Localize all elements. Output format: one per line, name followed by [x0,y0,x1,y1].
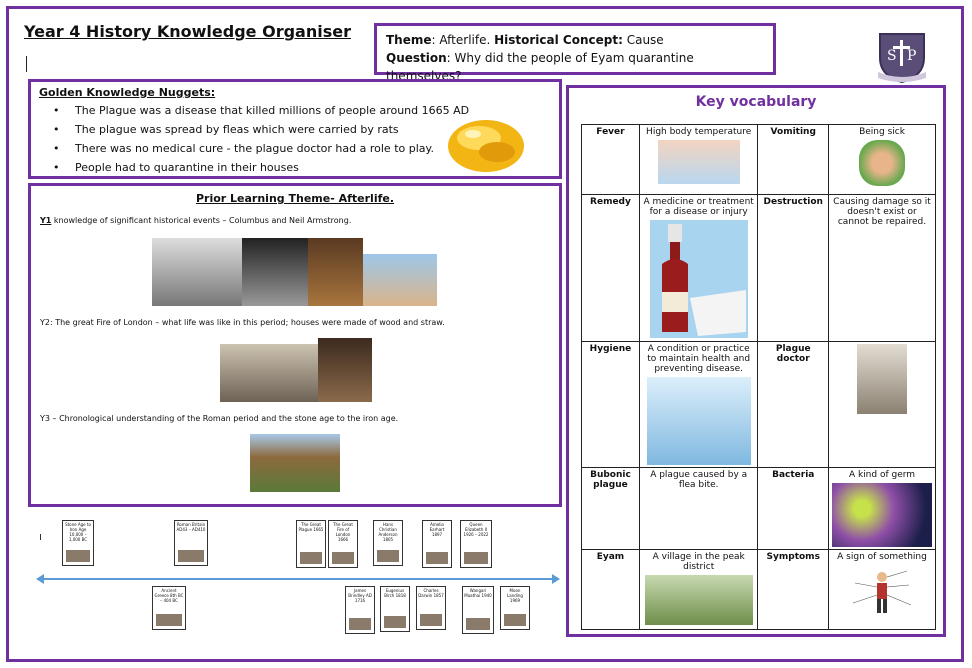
list-item: • There was no medical cure - the plague doctor had a role to play. [75,139,551,158]
term-cell: Eyam [582,550,640,630]
timeline-card-picture [300,552,322,564]
term-cell: Symptoms [758,550,829,630]
definition-cell [639,125,758,195]
timeline-card: Eugenius Birch 1818 [380,586,410,632]
timeline-card-picture [178,550,204,562]
timeline-card-picture [377,550,399,562]
timeline-card-picture [426,552,448,564]
table-row [582,468,936,550]
fever-image [658,140,740,184]
eyam-image [645,575,753,625]
definition-cell [829,550,936,630]
term-cell: Bacteria [758,468,829,550]
table-row [582,550,936,630]
term-cell: Remedy [582,195,640,342]
definition-text: A sign of something [837,552,927,562]
prior-heading: Prior Learning Theme- Afterlife. [195,192,395,205]
y1-text: knowledge of significant historical events – Columbus and Neil Armstrong. [51,216,352,225]
bacteria-image [832,483,932,547]
timeline-card: Hans Christian Anderson 1805 [373,520,403,566]
timeline-card: The Great Plague 1665 [296,520,326,568]
timeline-card: James Brindley AD 1716 [345,586,375,634]
table-row [582,125,936,195]
text-cursor [26,56,27,72]
vocab-heading: Key vocabulary [695,94,817,110]
timeline-card-picture [466,618,490,630]
question-label: Question [386,51,447,65]
prior-learning [28,183,562,507]
definition-cell [639,195,758,342]
timeline-card: Ancient Greece 8th BC – 404 BC [152,586,186,630]
term-cell: Destruction [758,195,829,342]
timeline-card-picture [66,550,90,562]
timeline-card-picture [156,614,182,626]
symptoms-diagram-image [847,565,917,615]
timeline-card: Charles Darwin 1857 [416,586,446,630]
timeline-tick [40,534,41,540]
term-cell: Plague doctor [758,342,829,468]
term-cell: Bubonic plague [582,468,640,550]
ship-image [152,238,242,306]
school-crest-logo [876,28,928,84]
y1-label: Y1 [40,216,52,225]
definition-cell: Causing damage so it doesn't exist or cannot be repaired. [829,195,936,342]
definition-text: A medicine or treatment for a disease or injury [643,197,754,217]
svg-text:S: S [887,48,897,64]
table-row [582,195,936,342]
definition-cell [639,342,758,468]
timeline-card-picture [332,552,354,564]
list-item: • The plague was spread by fleas which were carried by rats [75,120,551,139]
definition-text: High body temperature [646,127,752,137]
timeline-axis [40,578,552,580]
list-item: • People had to quarantine in their houses [75,158,551,177]
table-row [582,342,936,468]
svg-text:P: P [907,48,917,64]
prior-y2: Y2: The great Fire of London – what life was like in this period; houses were made of wood and straw. [40,318,445,327]
definition-text: A village in the peak district [652,552,745,572]
golden-knowledge-nuggets [28,79,562,179]
timeline-card-picture [504,614,526,626]
concept-label: Historical Concept: [494,33,623,47]
definition-cell [829,468,936,550]
timeline-card-picture [349,618,371,630]
great-fire-image [220,344,318,402]
moon-landing-image [242,238,308,306]
timeline-card-picture [420,614,442,626]
timeline-card-picture [384,616,406,628]
roundhouse-image [250,434,340,492]
timeline-card: The Great Fire of London 1666 [328,520,358,568]
prior-y3: Y3 – Chronological understanding of the Roman period and the stone age to the iron age. [40,414,399,423]
term-cell: Vomiting [758,125,829,195]
timeline-card-picture [464,552,488,564]
theme-label: Theme [386,33,432,47]
columbus-image [308,238,363,306]
medicine-bottle-image [650,220,748,338]
timeline-card: Wangari Maathai 1940 [462,586,494,634]
pepys-portrait-image [318,338,372,402]
term-cell: Fever [582,125,640,195]
definition-text: A kind of germ [848,470,916,480]
definition-cell [639,550,758,630]
timeline-card: Roman Britain AD43 – AD410 [174,520,208,566]
theme-value: : Afterlife. [431,33,495,47]
timeline-card: Moon Landing 1969 [500,586,530,630]
prior-y1 [40,216,351,225]
key-vocabulary [566,85,946,637]
vocab-table [581,124,936,630]
list-item: • The Plague was a disease that killed millions of people around 1665 AD [75,101,551,120]
vomiting-image [859,140,905,186]
definition-cell: A plague caused by a flea bite. [639,468,758,550]
definition-text: A condition or practice to maintain health and preventing disease. [647,344,751,374]
term-cell: Hygiene [582,342,640,468]
definition-cell [829,342,936,468]
definition-cell [829,125,936,195]
timeline-card: Stone Age to Iron Age 10,000 – 1,000 BC [62,520,94,566]
nuggets-heading: Golden Knowledge Nuggets: [39,86,216,99]
timeline-arrow-left-icon [36,574,44,584]
theme-box [374,23,776,83]
concept-value: Cause [622,33,664,47]
page-title: Year 4 History Knowledge Organiser [24,22,351,41]
question-value: : Why did the people of Eyam quarantine themselves? [386,51,694,83]
timeline-arrow-right-icon [552,574,560,584]
definition-text: Being sick [859,127,905,137]
timeline-card: Queen Elizabeth II 1926 – 2022 [460,520,492,568]
gold-nugget-image [445,112,527,176]
rocket-image [363,254,437,306]
timeline-card: Amelia Earhart 1897 [422,520,452,568]
handwashing-image [647,377,751,465]
plague-doctor-image [857,344,907,414]
